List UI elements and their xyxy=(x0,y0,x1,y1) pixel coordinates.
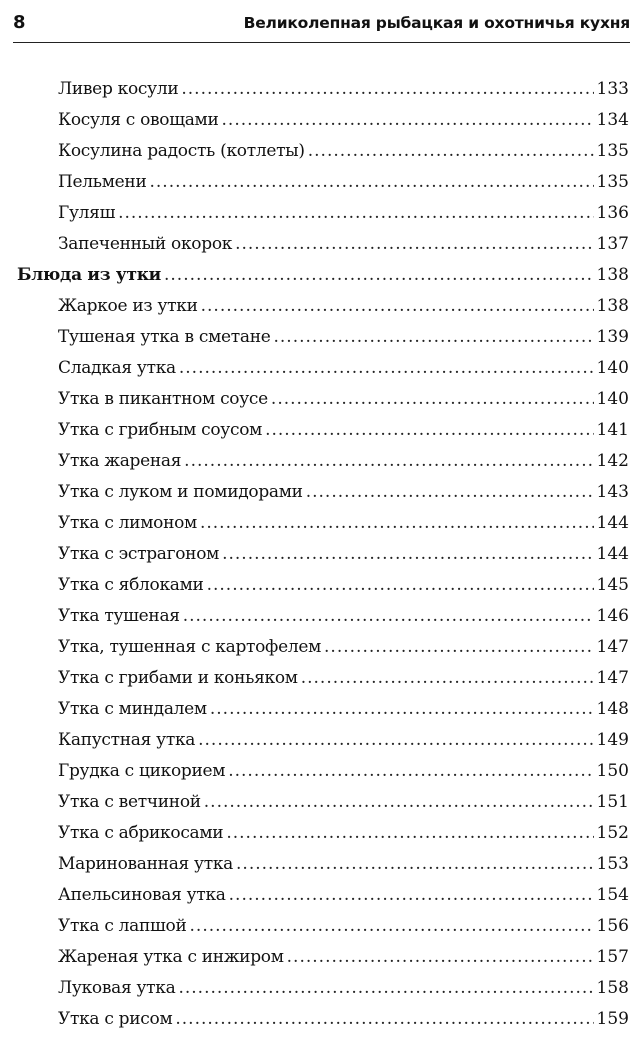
toc-entry-page-number: 154 xyxy=(596,885,629,905)
toc-entry-title: Косулина радость (котлеты) xyxy=(58,141,305,161)
toc-entry xyxy=(17,942,629,973)
toc-entry-title: Утка с луком и помидорами xyxy=(58,482,303,502)
dot-leader xyxy=(228,756,593,787)
dot-leader xyxy=(200,508,594,539)
dot-leader xyxy=(198,725,593,756)
dot-leader xyxy=(271,384,594,415)
toc-entry-page-number: 141 xyxy=(596,420,629,440)
toc-entry-title: Запеченный окорок xyxy=(58,234,233,254)
toc-entry-page-number: 140 xyxy=(596,358,629,378)
toc-entry-page-number: 134 xyxy=(596,110,629,130)
toc-entry-page-number: 157 xyxy=(596,947,629,967)
dot-leader xyxy=(287,942,594,973)
toc-entry-title: Капустная утка xyxy=(58,730,196,750)
toc-entry-title: Утка с миндалем xyxy=(58,699,207,719)
dot-leader xyxy=(181,74,593,105)
toc-entry-page-number: 149 xyxy=(596,730,629,750)
toc-entry-title: Утка с грибами и коньяком xyxy=(58,668,298,688)
toc-entry-page-number: 145 xyxy=(596,575,629,595)
dot-leader xyxy=(207,570,594,601)
running-title: Великолепная рыбацкая и охотничья кухня xyxy=(243,14,630,32)
dot-leader xyxy=(265,415,593,446)
dot-leader xyxy=(118,198,593,229)
toc-entry-title: Утка с ветчиной xyxy=(58,792,201,812)
toc-entry xyxy=(17,167,629,198)
toc-entry xyxy=(17,229,629,260)
toc-entry xyxy=(17,725,629,756)
dot-leader xyxy=(183,601,594,632)
dot-leader xyxy=(190,911,594,942)
toc-entry-title: Утка с яблоками xyxy=(58,575,204,595)
toc-entry-page-number: 144 xyxy=(596,513,629,533)
dot-leader xyxy=(164,260,594,291)
dot-leader xyxy=(204,787,594,818)
dot-leader xyxy=(179,353,594,384)
dot-leader xyxy=(324,632,594,663)
toc-entry xyxy=(17,291,629,322)
toc-entry-title: Утка с эстрагоном xyxy=(58,544,220,564)
toc-entry xyxy=(17,849,629,880)
toc-entry xyxy=(17,570,629,601)
toc-entry-title: Пельмени xyxy=(58,172,147,192)
toc-entry-page-number: 143 xyxy=(596,482,629,502)
toc-entry xyxy=(17,384,629,415)
toc-entry-page-number: 156 xyxy=(596,916,629,936)
toc-entry-title: Утка в пикантном соусе xyxy=(58,389,268,409)
toc-entry-page-number: 148 xyxy=(596,699,629,719)
toc-entry-title: Жаркое из утки xyxy=(58,296,198,316)
toc-entry-title: Утка с абрикосами xyxy=(58,823,224,843)
toc-entry xyxy=(17,663,629,694)
toc-entry-title: Жареная утка с инжиром xyxy=(58,947,284,967)
toc-entry-page-number: 138 xyxy=(596,265,629,285)
dot-leader xyxy=(210,694,594,725)
toc-entry-title: Блюда из утки xyxy=(17,265,161,285)
toc-entry-page-number: 159 xyxy=(596,1009,629,1029)
toc-entry xyxy=(17,105,629,136)
toc-entry xyxy=(17,756,629,787)
toc-entry-title: Косуля с овощами xyxy=(58,110,219,130)
toc-entry xyxy=(17,74,629,105)
toc-entry xyxy=(17,477,629,508)
toc-entry-page-number: 147 xyxy=(596,637,629,657)
toc-entry xyxy=(17,415,629,446)
dot-leader xyxy=(175,1004,593,1035)
dot-leader xyxy=(150,167,594,198)
toc-entry-page-number: 147 xyxy=(596,668,629,688)
toc-entry-title: Ливер косули xyxy=(58,79,179,99)
dot-leader xyxy=(306,477,594,508)
toc-entry-page-number: 153 xyxy=(596,854,629,874)
toc-section-heading xyxy=(17,260,629,291)
toc-entry-page-number: 139 xyxy=(596,327,629,347)
toc-entry xyxy=(17,880,629,911)
toc-entry xyxy=(17,446,629,477)
dot-leader xyxy=(222,105,594,136)
dot-leader xyxy=(236,849,594,880)
toc-entry-title: Грудка с цикорием xyxy=(58,761,226,781)
toc-entry-title: Апельсиновая утка xyxy=(58,885,226,905)
toc-entry-title: Утка, тушенная с картофелем xyxy=(58,637,322,657)
toc-entry-title: Тушеная утка в сметане xyxy=(58,327,271,347)
toc-entry-page-number: 133 xyxy=(596,79,629,99)
dot-leader xyxy=(201,291,594,322)
dot-leader xyxy=(235,229,593,260)
table-of-contents xyxy=(17,74,629,1035)
toc-entry-page-number: 144 xyxy=(596,544,629,564)
dot-leader xyxy=(273,322,593,353)
toc-entry xyxy=(17,911,629,942)
toc-entry-title: Маринованная утка xyxy=(58,854,234,874)
toc-entry-page-number: 151 xyxy=(596,792,629,812)
toc-entry-title: Гуляш xyxy=(58,203,116,223)
toc-entry-page-number: 138 xyxy=(596,296,629,316)
toc-entry-title: Утка с рисом xyxy=(58,1009,173,1029)
toc-entry-page-number: 152 xyxy=(596,823,629,843)
toc-entry xyxy=(17,353,629,384)
toc-entry-page-number: 158 xyxy=(596,978,629,998)
toc-entry-title: Утка тушеная xyxy=(58,606,180,626)
dot-leader xyxy=(178,973,593,1004)
toc-entry-page-number: 150 xyxy=(596,761,629,781)
toc-entry-page-number: 140 xyxy=(596,389,629,409)
toc-entry-title: Утка с лапшой xyxy=(58,916,187,936)
toc-entry-title: Утка с лимоном xyxy=(58,513,197,533)
toc-entry xyxy=(17,632,629,663)
toc-entry xyxy=(17,198,629,229)
toc-entry-page-number: 135 xyxy=(596,141,629,161)
toc-entry-page-number: 135 xyxy=(596,172,629,192)
dot-leader xyxy=(308,136,594,167)
toc-entry-page-number: 146 xyxy=(596,606,629,626)
dot-leader xyxy=(301,663,594,694)
toc-entry xyxy=(17,136,629,167)
toc-entry xyxy=(17,973,629,1004)
dot-leader xyxy=(229,880,594,911)
toc-entry-title: Сладкая утка xyxy=(58,358,176,378)
page-header xyxy=(13,8,630,43)
toc-entry-page-number: 137 xyxy=(596,234,629,254)
toc-entry xyxy=(17,508,629,539)
toc-entry xyxy=(17,787,629,818)
toc-entry xyxy=(17,539,629,570)
toc-entry-page-number: 136 xyxy=(596,203,629,223)
toc-entry-title: Луковая утка xyxy=(58,978,176,998)
toc-entry-title: Утка с грибным соусом xyxy=(58,420,263,440)
page-number: 8 xyxy=(13,12,26,33)
toc-entry xyxy=(17,818,629,849)
toc-entry-page-number: 142 xyxy=(596,451,629,471)
dot-leader xyxy=(226,818,593,849)
dot-leader xyxy=(184,446,593,477)
toc-entry xyxy=(17,1004,629,1035)
toc-entry xyxy=(17,694,629,725)
dot-leader xyxy=(222,539,593,570)
toc-entry xyxy=(17,601,629,632)
toc-entry-title: Утка жареная xyxy=(58,451,182,471)
toc-entry xyxy=(17,322,629,353)
